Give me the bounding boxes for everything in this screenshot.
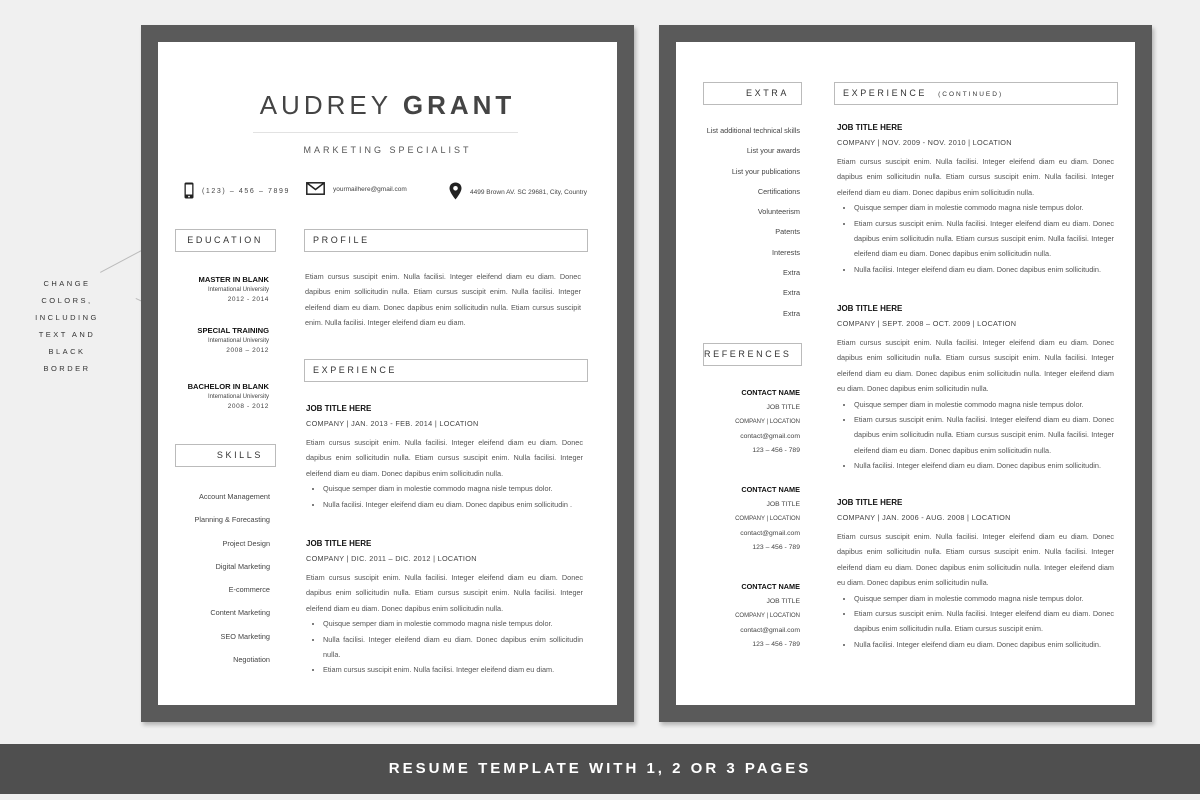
extra-item: List additional technical skills <box>706 126 800 135</box>
job-bullets <box>837 200 1114 277</box>
skills-heading: SKILLS <box>175 444 276 467</box>
job-meta: COMPANY | NOV. 2009 - NOV. 2010 | LOCATION <box>837 138 1012 147</box>
job-bullets <box>306 616 583 678</box>
job-title: JOB TITLE HERE <box>306 404 372 413</box>
contact-email <box>306 182 407 197</box>
reference-phone: 123 – 456 - 789 <box>752 447 800 454</box>
job-entry <box>837 123 1114 277</box>
job-meta: COMPANY | SEPT. 2008 – OCT. 2009 | LOCATION <box>837 319 1017 328</box>
continued-label: (CONTINUED) <box>938 91 1004 98</box>
reference-email: contact@gmail.com <box>740 529 800 537</box>
experience-heading: EXPERIENCE <box>304 359 588 382</box>
footer-banner: RESUME TEMPLATE WITH 1, 2 OR 3 PAGES <box>0 744 1200 794</box>
extra-list <box>690 125 800 328</box>
phone-icon <box>184 182 194 201</box>
page-2-paper <box>676 42 1135 705</box>
job-entry <box>837 498 1114 652</box>
annotation-line: INCLUDING <box>35 313 99 322</box>
experience-continued-label: EXPERIENCE <box>843 88 928 98</box>
job-description: Etiam cursus suscipit enim. Nulla facilisi. Integer eleifend diam eu diam. Donec dapibus enim sollicitudin nulla. Etiam cursus suscipit enim. Nulla facilisi. Integer eleifend diam eu diam. Donec dapibus enim sollicitudin nulla. Integer eleifend diam eu diam. Donec dapibus enim sollicitudin nulla. <box>837 338 1114 394</box>
extra-item: Interests <box>772 247 800 257</box>
skill-item: Project Design <box>222 538 270 548</box>
location-pin-icon <box>449 182 462 202</box>
annotation-line: BLACK <box>48 347 86 356</box>
job-description: Etiam cursus suscipit enim. Nulla facilisi. Integer eleifend diam eu diam. Donec dapibus enim sollicitudin nulla. Etiam cursus suscipit enim. Nulla facilisi. Integer eleifend diam eu diam. Donec dapibus enim sollicitudin nulla. <box>306 438 583 478</box>
degree-title: BACHELOR IN BLANK <box>187 382 269 391</box>
extra-item: Certifications <box>757 186 800 196</box>
degree-title: SPECIAL TRAINING <box>197 326 269 335</box>
skill-item: Account Management <box>199 492 270 501</box>
job-title: JOB TITLE HERE <box>837 304 903 313</box>
job-bullet: • Quisque semper diam in molestie commodo magna nisle tempus dolor. <box>323 481 583 496</box>
job-title: JOB TITLE HERE <box>306 539 372 548</box>
skill-item: Content Marketing <box>210 608 270 618</box>
skill-item: E-commerce <box>228 585 270 595</box>
email-text: yourmailhere@gmail.com <box>333 186 407 193</box>
job-meta: COMPANY | JAN. 2006 - AUG. 2008 | LOCATION <box>837 513 1011 522</box>
extra-item: Volunteerism <box>757 207 800 217</box>
job-bullet: • Nulla facilisi. Integer eleifend diam eu diam. Donec dapibus enim sollicitudin. <box>854 458 1114 473</box>
degree-title: MASTER IN BLANK <box>198 275 269 284</box>
job-bullet: • Quisque semper diam in molestie commodo magna nisle tempus dolor. <box>854 200 1114 215</box>
extra-item: List your awards <box>746 146 800 156</box>
reference-title: JOB TITLE <box>766 500 800 508</box>
education-heading: EDUCATION <box>175 229 276 252</box>
skill-item: Digital Marketing <box>215 561 270 571</box>
contact-address <box>449 182 587 202</box>
reference-title: JOB TITLE <box>766 403 800 411</box>
job-meta: COMPANY | DIC. 2011 – DIC. 2012 | LOCATION <box>306 554 477 563</box>
reference-email: contact@gmail.com <box>740 432 800 440</box>
reference-entry <box>696 483 800 556</box>
job-bullets <box>837 397 1114 474</box>
education-item <box>178 326 269 354</box>
job-entry <box>306 539 583 678</box>
extra-item: Patents <box>775 227 800 237</box>
reference-entry <box>696 386 800 459</box>
reference-name: CONTACT NAME <box>741 485 800 494</box>
education-years: 2008 – 2012 <box>226 347 269 354</box>
reference-company: COMPANY | LOCATION <box>735 516 800 522</box>
profile-heading: PROFILE <box>304 229 588 252</box>
school-name: International University <box>207 394 269 400</box>
annotation-line: COLORS, <box>41 296 93 305</box>
mail-icon <box>306 182 325 197</box>
extra-item: Extra <box>782 288 800 298</box>
profile-text: Etiam cursus suscipit enim. Nulla facilisi. Integer eleifend diam eu diam. Donec dapibus enim sollicitudin nulla. Etiam cursus suscipit enim. Nulla facilisi. Integer eleifend diam eu diam. Donec dapibus enim sollicitudin nulla. Etiam cursus suscipit enim. Nulla facilisi. Integer eleifend diam eu diam. <box>305 272 581 328</box>
job-bullets <box>306 481 583 512</box>
skill-item: Planning & Forecasting <box>194 515 270 525</box>
job-bullet: • Nulla facilisi. Integer eleifend diam eu diam. Donec dapibus enim sollicitudin nulla. <box>323 632 583 663</box>
job-description: Etiam cursus suscipit enim. Nulla facilisi. Integer eleifend diam eu diam. Donec dapibus enim sollicitudin nulla. Etiam cursus suscipit enim. Nulla facilisi. Integer eleifend diam eu diam. Donec dapibus enim sollicitudin nulla. <box>306 573 583 613</box>
reference-phone: 123 – 456 - 789 <box>752 641 800 648</box>
school-name: International University <box>207 338 269 344</box>
job-bullets <box>837 591 1114 653</box>
job-entry <box>306 404 583 512</box>
education-years: 2012 - 2014 <box>227 296 269 303</box>
skill-item: Negotiation <box>233 655 270 665</box>
job-bullet: • Etiam cursus suscipit enim. Nulla facilisi. Integer eleifend diam eu diam. Donec dapibus enim sollicitudin nulla. Etiam cursus suscipit enim. Nulla facilisi. Integer eleifend diam eu diam. Donec dapibus enim sollicitudin nulla. <box>854 216 1114 262</box>
candidate-name <box>158 90 617 121</box>
reference-company: COMPANY | LOCATION <box>735 419 800 425</box>
education-years: 2008 - 2012 <box>227 403 269 410</box>
job-bullet: • Nulla facilisi. Integer eleifend diam eu diam. Donec dapibus enim sollicitudin . <box>323 497 583 512</box>
job-entry <box>837 304 1114 474</box>
reference-name: CONTACT NAME <box>741 388 800 397</box>
job-description: Etiam cursus suscipit enim. Nulla facilisi. Integer eleifend diam eu diam. Donec dapibus enim sollicitudin nulla. Etiam cursus suscipit enim. Nulla facilisi. Integer eleifend diam eu diam. Donec dapibus enim sollicitudin nulla. Integer eleifend diam eu diam. Donec dapibus enim sollicitudin nulla. <box>837 532 1114 588</box>
education-item <box>178 275 269 303</box>
reference-name: CONTACT NAME <box>741 582 800 591</box>
contact-phone <box>184 182 290 201</box>
annotation-line: CHANGE <box>43 279 91 288</box>
annotation-line: BORDER <box>43 364 91 373</box>
phone-text: (123) – 456 – 7899 <box>202 188 290 195</box>
job-bullet: • Quisque semper diam in molestie commodo magna nisle tempus dolor. <box>854 397 1114 412</box>
job-title: JOB TITLE HERE <box>837 498 903 507</box>
job-title: JOB TITLE HERE <box>837 123 903 132</box>
job-bullet: • Quisque semper diam in molestie commodo magna nisle tempus dolor. <box>323 616 583 631</box>
first-name: AUDREY <box>259 90 392 120</box>
annotation-text <box>26 275 108 377</box>
reference-company: COMPANY | LOCATION <box>735 613 800 619</box>
job-subtitle: MARKETING SPECIALIST <box>303 145 472 155</box>
references-heading: REFERENCES <box>703 343 802 366</box>
extra-heading: EXTRA <box>703 82 802 105</box>
school-name: International University <box>207 287 269 293</box>
extra-item: List your publications <box>731 166 800 176</box>
address-text: 4499 Brown AV. SC 29681, City, Country <box>470 188 587 196</box>
reference-email: contact@gmail.com <box>740 626 800 634</box>
name-divider <box>253 132 518 133</box>
reference-phone: 123 – 456 - 789 <box>752 544 800 551</box>
job-bullet: • Etiam cursus suscipit enim. Nulla facilisi. Integer eleifend diam eu diam. <box>323 662 583 677</box>
job-bullet: • Nulla facilisi. Integer eleifend diam eu diam. Donec dapibus enim sollicitudin. <box>854 262 1114 277</box>
extra-item: Extra <box>782 308 800 318</box>
extra-item: Extra <box>782 268 800 278</box>
reference-entry <box>696 580 800 653</box>
resume-page-1 <box>141 25 634 722</box>
skill-item: SEO Marketing <box>220 631 270 641</box>
annotation-line: TEXT AND <box>38 330 96 339</box>
job-description: Etiam cursus suscipit enim. Nulla facilisi. Integer eleifend diam eu diam. Donec dapibus enim sollicitudin nulla. Etiam cursus suscipit enim. Nulla facilisi. Integer eleifend diam eu diam. Donec dapibus enim sollicitudin nulla. <box>837 157 1114 197</box>
skills-list <box>178 491 270 677</box>
reference-title: JOB TITLE <box>766 597 800 605</box>
job-bullet: • Nulla facilisi. Integer eleifend diam eu diam. Donec dapibus enim sollicitudin. <box>854 637 1114 652</box>
job-bullet: • Etiam cursus suscipit enim. Nulla facilisi. Integer eleifend diam eu diam. Donec dapibus enim sollicitudin nulla. Etiam cursus suscipit enim. Nulla facilisi. Integer eleifend diam eu diam. Donec dapibus enim sollicitudin nulla. <box>854 412 1114 458</box>
job-meta: COMPANY | JAN. 2013 - FEB. 2014 | LOCATION <box>306 419 479 428</box>
experience-continued-heading <box>834 82 1118 105</box>
last-name: GRANT <box>402 90 516 120</box>
resume-page-2 <box>659 25 1152 722</box>
education-item <box>178 382 269 410</box>
page-1-paper <box>158 42 617 705</box>
job-bullet: • Etiam cursus suscipit enim. Nulla facilisi. Integer eleifend diam eu diam. Donec dapibus enim sollicitudin nulla. Etiam cursus suscipit enim. <box>854 606 1114 637</box>
job-bullet: • Quisque semper diam in molestie commodo magna nisle tempus dolor. <box>854 591 1114 606</box>
